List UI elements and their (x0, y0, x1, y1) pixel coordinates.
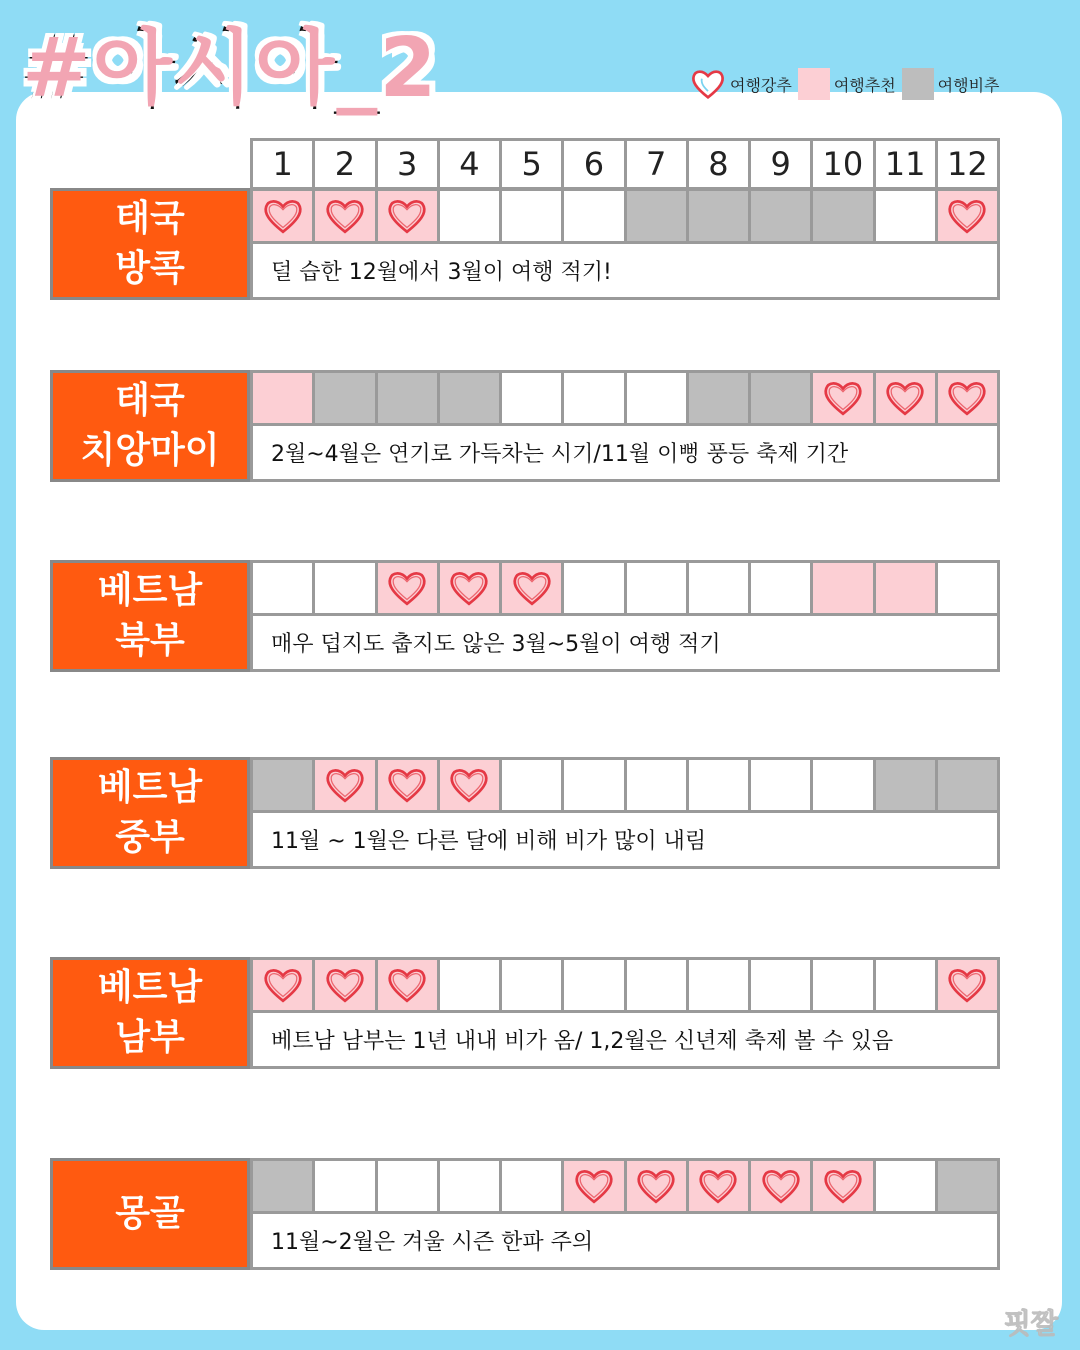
region-note: 11월 ~ 1월은 다른 달에 비해 비가 많이 내림 (250, 810, 1000, 869)
month-cell-1 (253, 191, 315, 241)
region-note: 매우 덥지도 춥지도 않은 3월~5월이 여행 적기 (250, 613, 1000, 672)
month-cell-11 (876, 373, 938, 423)
month-cell-10 (813, 373, 875, 423)
month-6: 6 (564, 141, 626, 187)
month-cell-3 (378, 1161, 440, 1211)
month-cell-12 (938, 373, 997, 423)
month-cell-6 (564, 760, 626, 810)
heart-icon (511, 569, 553, 607)
month-cells (250, 957, 1000, 1013)
legend-label: 여행추천 (833, 75, 896, 95)
month-cell-4 (440, 373, 502, 423)
region-label: 베트남 중부 (50, 757, 250, 869)
month-cell-7 (627, 563, 689, 613)
month-cells (250, 188, 1000, 244)
month-9: 9 (751, 141, 813, 187)
heart-icon (386, 569, 428, 607)
month-cells (250, 370, 1000, 426)
region-row (50, 757, 1000, 869)
month-cell-10 (813, 563, 875, 613)
month-8: 8 (689, 141, 751, 187)
month-cell-11 (876, 191, 938, 241)
month-cell-11 (876, 960, 938, 1010)
month-cell-1 (253, 563, 315, 613)
month-cell-12 (938, 1161, 997, 1211)
month-cells (250, 560, 1000, 616)
month-3: 3 (378, 141, 440, 187)
month-cell-9 (751, 960, 813, 1010)
region-label: 베트남 남부 (50, 957, 250, 1069)
region-note: 2월~4월은 연기로 가득차는 시기/11월 이뻥 풍등 축제 기간 (250, 423, 1000, 482)
region-label: 태국 치앙마이 (50, 370, 250, 482)
region-label: 몽골 (50, 1158, 250, 1270)
month-cell-2 (315, 960, 377, 1010)
heart-icon (573, 1167, 615, 1205)
watermark-logo: 핏짤 (1003, 1307, 1058, 1340)
month-cell-4 (440, 960, 502, 1010)
heart-icon (386, 966, 428, 1004)
month-cell-7 (627, 760, 689, 810)
month-cell-5 (502, 960, 564, 1010)
month-cell-3 (378, 563, 440, 613)
month-cell-9 (751, 373, 813, 423)
month-cell-3 (378, 960, 440, 1010)
heart-icon (324, 197, 366, 235)
month-cell-5 (502, 191, 564, 241)
region-note: 11월~2월은 겨울 시즌 한파 주의 (250, 1211, 1000, 1270)
month-cell-8 (689, 563, 751, 613)
month-cell-6 (564, 1161, 626, 1211)
region-row (50, 560, 1000, 672)
month-cells (250, 1158, 1000, 1214)
legend-label: 여행비추 (937, 75, 1000, 95)
month-cell-2 (315, 1161, 377, 1211)
month-cell-1 (253, 760, 315, 810)
heart-icon (324, 966, 366, 1004)
heart-icon (635, 1167, 677, 1205)
heart-icon (262, 966, 304, 1004)
month-cell-9 (751, 191, 813, 241)
month-cell-6 (564, 191, 626, 241)
month-cell-10 (813, 191, 875, 241)
region-note: 베트남 남부는 1년 내내 비가 옴/ 1,2월은 신년제 축제 볼 수 있음 (250, 1010, 1000, 1069)
month-4: 4 (440, 141, 502, 187)
month-cell-12 (938, 760, 997, 810)
month-cell-1 (253, 373, 315, 423)
region-label: 태국 방콕 (50, 188, 250, 300)
month-cell-1 (253, 1161, 315, 1211)
month-cell-10 (813, 960, 875, 1010)
month-2: 2 (315, 141, 377, 187)
month-cell-12 (938, 563, 997, 613)
month-cell-2 (315, 373, 377, 423)
heart-icon (946, 379, 988, 417)
month-cell-2 (315, 563, 377, 613)
region-row (50, 370, 1000, 482)
heart-icon (760, 1167, 802, 1205)
legend-item-strong (690, 67, 792, 101)
legend-item-avoid (902, 68, 1000, 100)
heart-icon (822, 1167, 864, 1205)
month-cell-2 (315, 191, 377, 241)
month-cell-8 (689, 191, 751, 241)
month-cell-12 (938, 191, 997, 241)
month-cell-1 (253, 960, 315, 1010)
month-cell-4 (440, 1161, 502, 1211)
month-7: 7 (627, 141, 689, 187)
region-row (50, 1158, 1000, 1270)
month-1: 1 (253, 141, 315, 187)
month-cell-5 (502, 373, 564, 423)
month-10: 10 (813, 141, 875, 187)
month-cell-4 (440, 191, 502, 241)
month-cell-9 (751, 1161, 813, 1211)
month-cell-11 (876, 563, 938, 613)
heart-icon (448, 569, 490, 607)
month-cell-8 (689, 760, 751, 810)
region-label: 베트남 북부 (50, 560, 250, 672)
region-note: 덜 습한 12월에서 3월이 여행 적기! (250, 241, 1000, 300)
heart-icon (946, 966, 988, 1004)
month-cell-4 (440, 563, 502, 613)
month-cell-3 (378, 191, 440, 241)
month-cell-11 (876, 760, 938, 810)
month-12: 12 (947, 145, 988, 183)
heart-icon (822, 379, 864, 417)
month-cell-3 (378, 373, 440, 423)
month-cell-2 (315, 760, 377, 810)
heart-icon (690, 67, 726, 101)
heart-icon (946, 197, 988, 235)
month-cell-6 (564, 960, 626, 1010)
month-cell-12 (938, 960, 997, 1010)
month-cell-11 (876, 1161, 938, 1211)
month-cell-7 (627, 1161, 689, 1211)
month-cell-5 (502, 760, 564, 810)
legend (690, 66, 1005, 102)
month-header (250, 138, 1000, 190)
heart-icon (448, 766, 490, 804)
month-cell-7 (627, 191, 689, 241)
month-cells (250, 757, 1000, 813)
month-cell-7 (627, 373, 689, 423)
month-cell-9 (751, 760, 813, 810)
month-cell-5 (502, 563, 564, 613)
month-cell-6 (564, 373, 626, 423)
legend-label: 여행강추 (730, 75, 792, 95)
month-cell-5 (502, 1161, 564, 1211)
region-row (50, 188, 1000, 300)
month-cell-9 (751, 563, 813, 613)
month-cell-6 (564, 563, 626, 613)
month-cell-8 (689, 1161, 751, 1211)
region-row (50, 957, 1000, 1069)
month-cell-10 (813, 760, 875, 810)
month-cell-4 (440, 760, 502, 810)
heart-icon (386, 766, 428, 804)
heart-icon (262, 197, 304, 235)
heart-icon (386, 197, 428, 235)
month-cell-8 (689, 960, 751, 1010)
page-title: #아시아_2 (22, 21, 439, 116)
heart-icon (884, 379, 926, 417)
legend-swatch-recommend (798, 68, 830, 100)
month-cell-8 (689, 373, 751, 423)
legend-item-recommend (798, 68, 896, 100)
legend-swatch-avoid (902, 68, 934, 100)
month-cell-7 (627, 960, 689, 1010)
month-cell-10 (813, 1161, 875, 1211)
month-11: 11 (876, 141, 938, 187)
heart-icon (324, 766, 366, 804)
month-5: 5 (502, 141, 564, 187)
month-cell-3 (378, 760, 440, 810)
heart-icon (697, 1167, 739, 1205)
